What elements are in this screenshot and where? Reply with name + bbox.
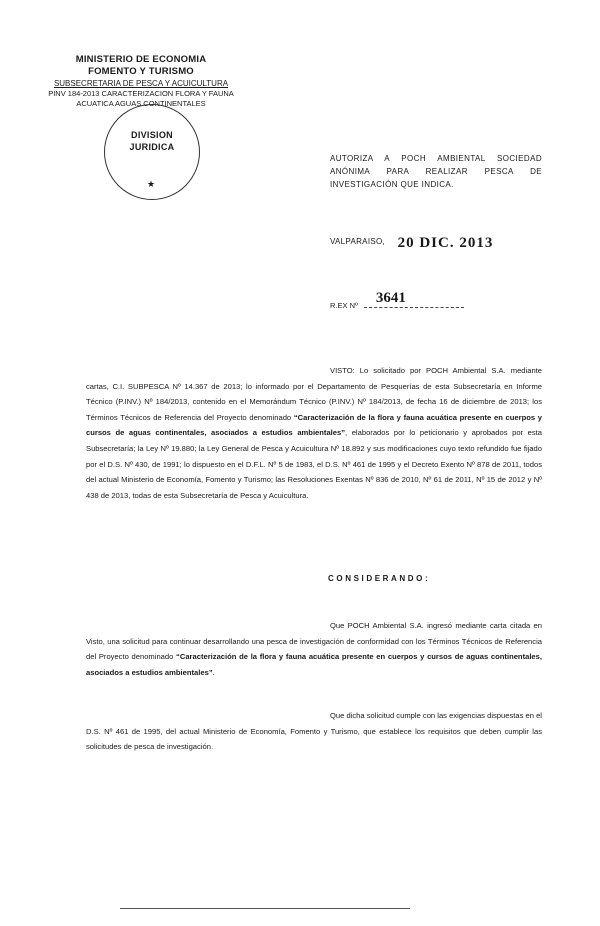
reference-code: PINV 184-2013 CARACTERIZACION FLORA Y FAUNA — [48, 89, 234, 98]
division-stamp — [104, 104, 200, 200]
resolution-number — [330, 290, 496, 313]
resolution-subject: AUTORIZA A POCH AMBIENTAL SOCIEDAD ANÓNIMA PARA REALIZAR PESCA DE INVESTIGACIÓN QUE INDICA. — [330, 154, 542, 189]
visto-paragraph: VISTO: Lo solicitado por POCH Ambiental S.A. mediante cartas, C.I. SUBPESCA Nº 14.367 de 2013; lo informado por el Departamento de Pesquerías de esta Subsecretaría en Informe Técnico (P.INV.) Nº 184/2013, contenido en el Memorándum Técnico (P.INV.) Nº 184/2013, de fecha 16 de diciembre de 2013; los Términos Técnicos de Referencia del Proyecto denominado “Caracterización de la flora y fauna acuática presente en cuerpos y cursos de aguas continentales, asociados a estudios ambientales”, elaborados por lo peticionario y aprobados por esta Subsecretaría; la Ley Nº 19.880; la Ley General de Pesca y Acuicultura Nº 18.892 y sus modificaciones cuyo texto refundido fue fijado por el D.S. Nº 430, de 1991; lo dispuesto en el D.F.L. Nº 5 de 1983, el D.S. Nº 461 de 1995 y el Decreto Exento Nº 878 de 2011, todos del actual Ministerio de Economía, Fomento y Turismo; las Resoluciones Exentas Nº 836 de 2010, Nº 61 de 2011, Nº 15 de 2012 y Nº 438 de 2013, todas de esta Subsecretaría de Pesca y Acuicultura. — [86, 366, 542, 500]
stamp-line-2: JURIDICA — [129, 142, 175, 152]
rex-label: R.EX Nº — [330, 301, 358, 310]
ministry-subtitle: FOMENTO Y TURISMO — [88, 66, 194, 77]
stamp-line-1: DIVISION — [131, 130, 173, 140]
reference-topic: ACUATICA AGUAS CONTINENTALES — [76, 99, 206, 108]
rex-underline — [364, 307, 464, 308]
subsecretary-name: SUBSECRETARIA DE PESCA Y ACUICULTURA — [53, 79, 229, 88]
considerando-paragraph-2: Que dicha solicitud cumple con las exigencias dispuestas en el D.S. Nº 461 de 1995, del actual Ministerio de Economía, Fomento y Turismo, que establece los requisitos que deben cumplir las solicitudes de pesca de investigación. — [86, 711, 542, 752]
project-title: “Caracterización de la flora y fauna acuática presente en cuerpos y cursos de aguas continentales, asociados a estudios ambientales” — [86, 412, 542, 438]
place: VALPARAISO, — [330, 237, 386, 246]
place-date — [330, 232, 493, 249]
considerando-paragraph-1: Que POCH Ambiental S.A. ingresó mediante carta citada en Visto, una solicitud para continuar desarrollando una pesca de investigación de conformidad con los Términos Técnicos de Referencia del Proyecto denominado “Caracterización de la flora y fauna acuática presente en cuerpos y cursos de aguas continentales, asociados a estudios ambientales”. — [86, 621, 542, 677]
project-title: “Caracterización de la flora y fauna acuática presente en cuerpos y cursos de aguas continentales, asociados a estudios ambientales” — [86, 652, 542, 677]
ministry-name: MINISTERIO DE ECONOMIA — [75, 54, 207, 65]
rex-number: 3641 — [375, 290, 406, 306]
star-icon: ★ — [147, 179, 156, 189]
date-stamp: 20 DIC. 2013 — [397, 235, 494, 251]
footer-rule — [120, 908, 410, 909]
considerando-heading: CONSIDERANDO: — [328, 574, 431, 583]
letterhead — [46, 54, 236, 109]
